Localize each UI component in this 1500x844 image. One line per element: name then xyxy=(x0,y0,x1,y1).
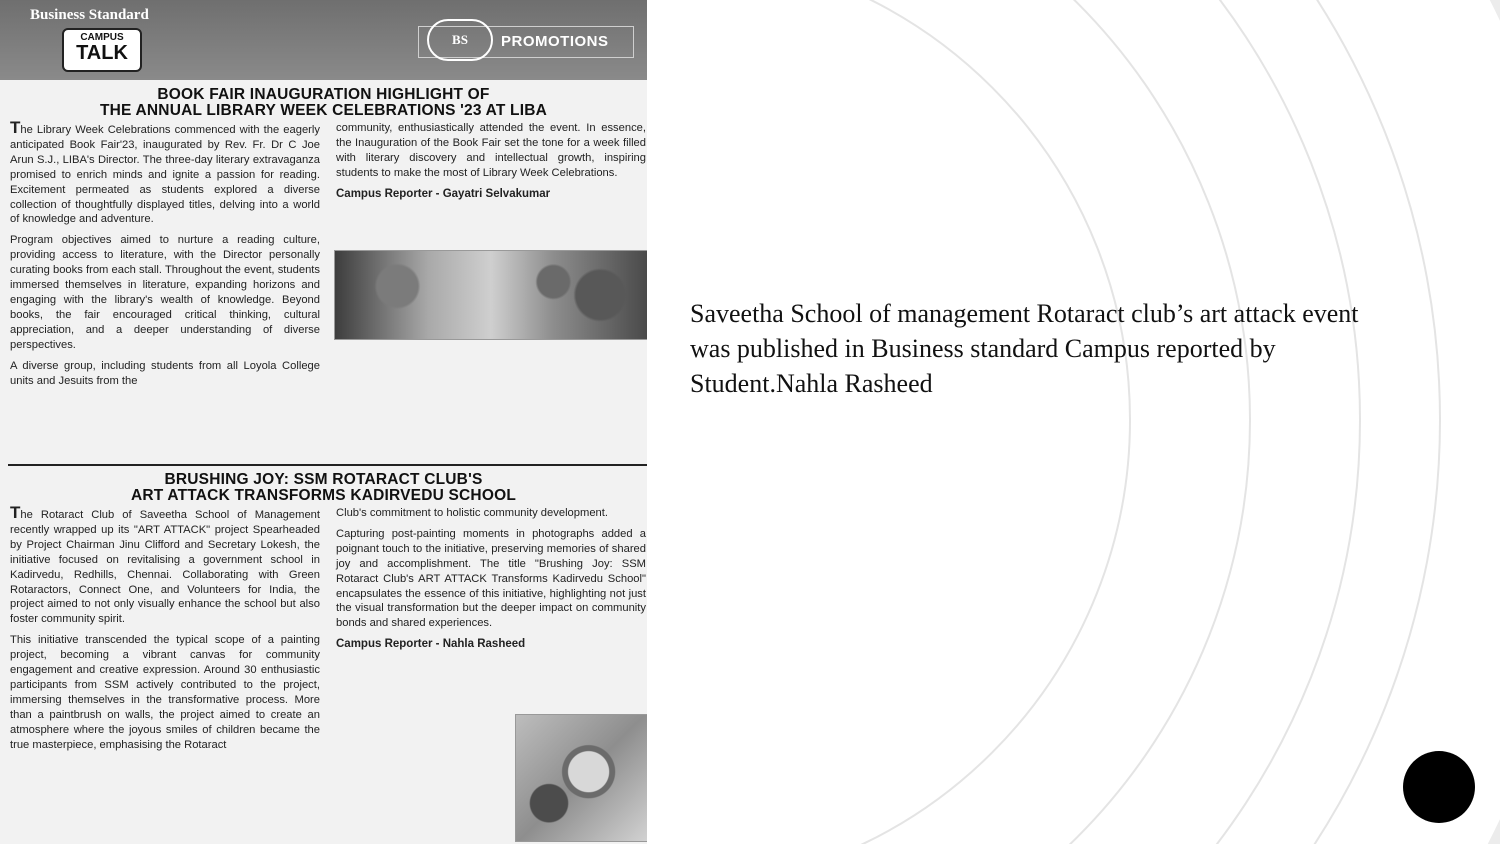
campus-talk-top: CAMPUS xyxy=(80,32,124,43)
article1-right-column xyxy=(336,121,646,208)
article2-left-column xyxy=(10,503,320,759)
article2-paragraph: The Rotaract Club of Saveetha School of Management recently wrapped up its "ART ATTACK" project Spearheaded by Project Chairman Jinu Clifford and Secretary Lokesh, the initiative focused on revitalising a government school in Kadirvedu, Redhills, Chennai. Collaborating with Green Rotaractors, Connect One, and Volunteers for India, the project aimed to not only visually enhance the school but also foster community spirit. xyxy=(10,503,320,626)
article2-headline-line2: ART ATTACK TRANSFORMS KADIRVEDU SCHOOL xyxy=(130,487,517,504)
article1-headline-line2: THE ANNUAL LIBRARY WEEK CELEBRATIONS '23 AT LIBA xyxy=(99,102,547,119)
article1-paragraph: community, enthusiastically attended the event. In essence, the Inauguration of the Book Fair set the tone for a week filled with literary discovery and intellectual growth, inspiring students to make the most of Library Week Celebrations. xyxy=(336,122,646,179)
article2-reporter: Campus Reporter - Nahla Rasheed xyxy=(336,638,526,651)
article2-paragraph: This initiative transcended the typical scope of a painting project, becoming a vibrant canvas for community engagement and creative expression. Around 30 enthusiastic participants from SSM actively contributed to the project, immersing themselves in the transformative process. More than a paintbrush on walls, the project aimed to create an atmosphere where the joyous smiles of children became the true masterpiece, emphasising the Rotaract xyxy=(10,634,320,751)
article1-left-column xyxy=(10,118,320,394)
slide-nav-dot[interactable] xyxy=(1403,751,1475,823)
article2-paragraph: Club's commitment to holistic community development. xyxy=(336,507,608,519)
article1-paragraph: A diverse group, including students from all Loyola College units and Jesuits from the xyxy=(10,359,320,387)
publication-name: Business Standard xyxy=(30,7,149,23)
art-attack-photo xyxy=(515,714,647,842)
article1-paragraph: The Library Week Celebrations commenced with the eagerly anticipated Book Fair'23, inaugurated by Rev. Fr. Dr C Joe Arun S.J., LIBA's Director. The three-day literary extravaganza promised to enrich minds and ignite a passion for reading. Excitement permeated as students explored a diverse collection of thoughtfully displayed titles, delving into a world of knowledge and adventure. xyxy=(10,118,320,226)
article-divider xyxy=(8,464,647,466)
bs-logo-icon: BS xyxy=(427,19,493,61)
article2-paragraph: Capturing post-painting moments in photographs added a poignant touch to the initiative, preserving memories of shared joy and accomplishment. The title "Brushing Joy: SSM Rotaract Club's ART ATTACK Transforms Kadirvedu School" encapsulates the essence of this initiative, highlighting not just the visual transformation but the deeper impact on community bonds and shared experiences. xyxy=(336,527,646,630)
promotions-label: PROMOTIONS xyxy=(501,33,609,50)
article1-reporter: Campus Reporter - Gayatri Selvakumar xyxy=(336,187,551,200)
article2-headline-line1: BRUSHING JOY: SSM ROTARACT CLUB'S xyxy=(164,471,483,488)
slide-caption: Saveetha School of management Rotaract club’s art attack event was published in Business standard Campus reported by Student.Nahla Rasheed xyxy=(690,299,1359,398)
clipping-banner xyxy=(0,0,647,80)
promotions-badge xyxy=(418,26,634,58)
article1-headline-line1: BOOK FAIR INAUGURATION HIGHLIGHT OF xyxy=(157,86,490,103)
campus-talk-bottom: TALK xyxy=(76,42,128,64)
book-fair-photo xyxy=(334,250,647,340)
campus-talk-logo xyxy=(62,28,142,72)
newspaper-clipping xyxy=(0,0,647,844)
article1-paragraph: Program objectives aimed to nurture a reading culture, providing access to literature, with the Director personally curating books from each stall. Throughout the event, students immersed themselves in literature, expanding horizons and engaging with the library's wealth of knowledge. Beyond books, the fair encouraged critical thinking, cultural appreciation, and a deeper understanding of diverse perspectives. xyxy=(10,234,320,351)
article2-right-column xyxy=(336,506,646,658)
